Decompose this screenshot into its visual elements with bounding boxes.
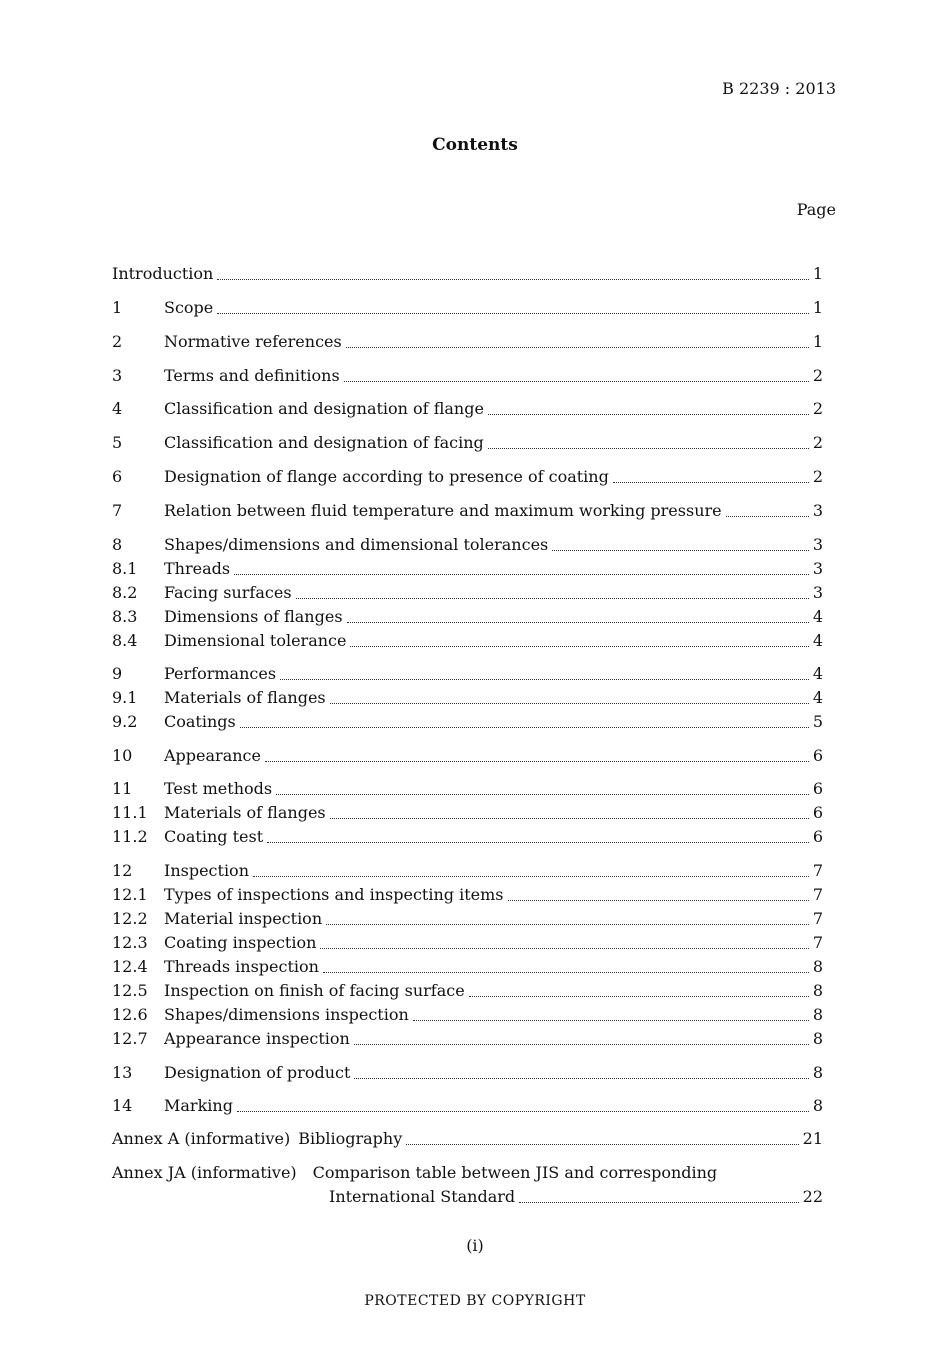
toc-entry-page: 7 (812, 861, 823, 880)
dot-leader (354, 1028, 811, 1050)
toc-entry-page: 6 (812, 803, 823, 822)
toc-entry-number: 14 (112, 1096, 133, 1115)
toc-entry-label: Relation between fluid temperature and maximum working pressure (164, 501, 722, 520)
toc-entry-label: Facing surfaces (164, 583, 292, 602)
toc-entry[interactable] (112, 1095, 823, 1117)
toc-entry-page: 8 (812, 957, 823, 976)
toc-entry[interactable] (112, 466, 823, 488)
toc-entry-label: Designation of product (164, 1063, 351, 1082)
toc-entry[interactable] (112, 932, 823, 954)
toc-entry-label: Coating test (164, 827, 264, 846)
toc-entry-page: 5 (812, 712, 823, 731)
toc-entry[interactable] (112, 331, 823, 353)
toc-entry[interactable] (112, 297, 823, 319)
toc-entry-page: 8 (812, 1096, 823, 1115)
toc-entry-label: Marking (164, 1096, 233, 1115)
toc-entry-number: 12.7 (112, 1029, 148, 1048)
toc-entry-page: 1 (812, 264, 823, 283)
toc-entry-page: 8 (812, 1063, 823, 1082)
toc-entry-label: Classification and designation of flange (164, 399, 484, 418)
toc-entry[interactable] (112, 980, 823, 1002)
toc-entry[interactable] (112, 663, 823, 685)
toc-entry-number: 2 (112, 332, 123, 351)
toc-entry-page: 3 (812, 583, 823, 602)
dot-leader (253, 860, 811, 882)
toc-entry[interactable] (112, 365, 823, 387)
dot-leader (354, 1062, 810, 1084)
toc-entry-page: 8 (812, 981, 823, 1000)
dot-leader (508, 884, 811, 906)
toc-entry-number: 4 (112, 399, 123, 418)
toc-entry-page: 3 (812, 501, 823, 520)
toc-entry-label: Types of inspections and inspecting items (164, 885, 504, 904)
dot-leader (276, 778, 811, 800)
toc-entry-label: Threads (164, 559, 231, 578)
toc-entry-number: 13 (112, 1063, 133, 1082)
toc-entry-number: 12.3 (112, 933, 148, 952)
toc-entry-number: 8.4 (112, 631, 138, 650)
toc-entry[interactable] (112, 432, 823, 454)
dot-leader (488, 398, 811, 420)
toc-entry-number: 5 (112, 433, 123, 452)
toc-entry-number: 7 (112, 501, 123, 520)
toc-entry[interactable] (112, 956, 823, 978)
dot-leader (413, 1004, 811, 1026)
toc-entry-page: 2 (812, 467, 823, 486)
toc-entry-label: Coating inspection (164, 933, 317, 952)
page-title: Contents (432, 135, 518, 155)
doc-number: B 2239 : 2013 (722, 79, 836, 98)
toc-entry-label: Introduction (112, 264, 214, 283)
toc-entry-label: Scope (164, 298, 214, 317)
dot-leader (726, 500, 811, 522)
annex-label-line1: Comparison table between JIS and corresponding (312, 1163, 718, 1182)
toc-entry-page: 1 (812, 298, 823, 317)
toc-entry-label: Normative references (164, 332, 342, 351)
dot-leader (265, 745, 811, 767)
dot-leader (406, 1128, 800, 1150)
toc-entry-label: Classification and designation of facing (164, 433, 484, 452)
annex-prefix: Annex A (informative) (112, 1129, 291, 1148)
toc-entry-number: 8 (112, 535, 123, 554)
dot-leader (240, 711, 811, 733)
dot-leader (326, 908, 811, 930)
toc-entry-number: 11.1 (112, 803, 148, 822)
dot-leader (323, 956, 811, 978)
toc-entry[interactable] (112, 1028, 823, 1050)
toc-entry-page: 1 (812, 332, 823, 351)
toc-entry-label: Shapes/dimensions inspection (164, 1005, 409, 1024)
toc-entry-label: Shapes/dimensions and dimensional tolerances (164, 535, 549, 554)
toc-entry[interactable] (112, 802, 823, 824)
toc-entry-number: 8.3 (112, 607, 138, 626)
dot-leader (280, 663, 811, 685)
toc-entry-label: Performances (164, 664, 277, 683)
dot-leader (217, 297, 811, 319)
toc-entry-number: 9.1 (112, 688, 138, 707)
dot-leader (344, 365, 811, 387)
toc-entry-label: Materials of flanges (164, 803, 326, 822)
toc-entry[interactable] (112, 908, 823, 930)
toc-entry[interactable] (112, 884, 823, 906)
toc-entry-number: 12.5 (112, 981, 148, 1000)
toc-entry-label: Material inspection (164, 909, 323, 928)
toc-entry-number: 12.6 (112, 1005, 148, 1024)
dot-leader (350, 630, 810, 652)
annex-ja-entry-line2[interactable] (329, 1186, 823, 1208)
dot-leader (267, 826, 811, 848)
toc-entry-page: 3 (812, 559, 823, 578)
dot-leader (330, 802, 811, 824)
dot-leader (320, 932, 810, 954)
toc-entry[interactable] (112, 687, 823, 709)
toc-entry-number: 9.2 (112, 712, 138, 731)
annex-page: 21 (802, 1129, 823, 1148)
toc-entry-label: Terms and definitions (164, 366, 340, 385)
toc-entry-label: Test methods (164, 779, 273, 798)
toc-entry-page: 8 (812, 1029, 823, 1048)
toc-entry[interactable] (112, 860, 823, 882)
toc-entry-page: 4 (812, 607, 823, 626)
copyright-notice: PROTECTED BY COPYRIGHT (364, 1293, 586, 1309)
toc-entry-label: Appearance (164, 746, 261, 765)
dot-leader (469, 980, 811, 1002)
toc-entry-number: 11 (112, 779, 133, 798)
dot-leader (330, 687, 811, 709)
toc-entry-page: 2 (812, 366, 823, 385)
toc-entry-page: 2 (812, 399, 823, 418)
toc-entry-page: 6 (812, 827, 823, 846)
toc-entry-label: Coatings (164, 712, 236, 731)
toc-entry-page: 8 (812, 1005, 823, 1024)
toc-entry[interactable] (112, 826, 823, 848)
toc-entry[interactable] (112, 606, 823, 628)
toc-entry-label: Inspection on finish of facing surface (164, 981, 465, 1000)
toc-entry-label: Dimensions of flanges (164, 607, 343, 626)
toc-entry-number: 12.2 (112, 909, 148, 928)
annex-page: 22 (802, 1187, 823, 1206)
dot-leader (296, 582, 811, 604)
toc-entry-number: 8.1 (112, 559, 138, 578)
toc-entry-number: 6 (112, 467, 123, 486)
toc-entry[interactable] (112, 500, 823, 522)
toc-entry[interactable] (112, 745, 823, 767)
toc-entry-number: 12.1 (112, 885, 148, 904)
toc-entry[interactable] (112, 778, 823, 800)
page-column-label: Page (796, 200, 836, 219)
annex-label-line2: International Standard (329, 1187, 516, 1206)
annex-ja-entry-line1[interactable] (112, 1162, 823, 1184)
toc-entry-label: Inspection (164, 861, 249, 880)
toc-entry[interactable] (112, 1062, 823, 1084)
toc-entry-label: Materials of flanges (164, 688, 326, 707)
toc-entry[interactable] (112, 534, 823, 556)
toc-entry-number: 1 (112, 298, 123, 317)
toc-entry-page: 7 (812, 885, 823, 904)
toc-entry-number: 12.4 (112, 957, 148, 976)
toc-entry[interactable] (112, 630, 823, 652)
dot-leader (488, 432, 811, 454)
annex-prefix: Annex JA (informative) (112, 1163, 297, 1182)
toc-entry-page: 2 (812, 433, 823, 452)
toc-entry-label: Dimensional tolerance (164, 631, 347, 650)
toc-entry-number: 8.2 (112, 583, 138, 602)
dot-leader (552, 534, 811, 556)
dot-leader (519, 1186, 800, 1208)
toc-entry-label: Threads inspection (164, 957, 319, 976)
toc-entry-number: 12 (112, 861, 133, 880)
annex-label: Bibliography (298, 1129, 403, 1148)
dot-leader (613, 466, 811, 488)
dot-leader (217, 263, 810, 285)
toc-entry-label: Appearance inspection (164, 1029, 350, 1048)
dot-leader (346, 331, 811, 353)
toc-entry-page: 6 (812, 779, 823, 798)
toc-entry[interactable] (112, 582, 823, 604)
annex-a-entry[interactable] (112, 1128, 823, 1150)
page-number: (i) (466, 1236, 484, 1255)
toc-entry-label: Designation of flange according to presence of coating (164, 467, 609, 486)
toc-entry-number: 9 (112, 664, 123, 683)
toc-entry-page: 4 (812, 631, 823, 650)
toc-entry[interactable] (112, 1004, 823, 1026)
toc-entry-page: 6 (812, 746, 823, 765)
toc-entry-page: 4 (812, 688, 823, 707)
dot-leader (347, 606, 811, 628)
toc-entry-page: 4 (812, 664, 823, 683)
toc-entry-number: 3 (112, 366, 123, 385)
toc-entry-page: 7 (812, 909, 823, 928)
toc-entry-page: 7 (812, 933, 823, 952)
toc-entry-page: 3 (812, 535, 823, 554)
dot-leader (237, 1095, 811, 1117)
toc-entry[interactable] (112, 558, 823, 580)
toc-entry[interactable] (112, 263, 823, 285)
toc-entry-number: 11.2 (112, 827, 148, 846)
toc-entry[interactable] (112, 398, 823, 420)
dot-leader (234, 558, 811, 580)
toc-entry[interactable] (112, 711, 823, 733)
toc-entry-number: 10 (112, 746, 133, 765)
